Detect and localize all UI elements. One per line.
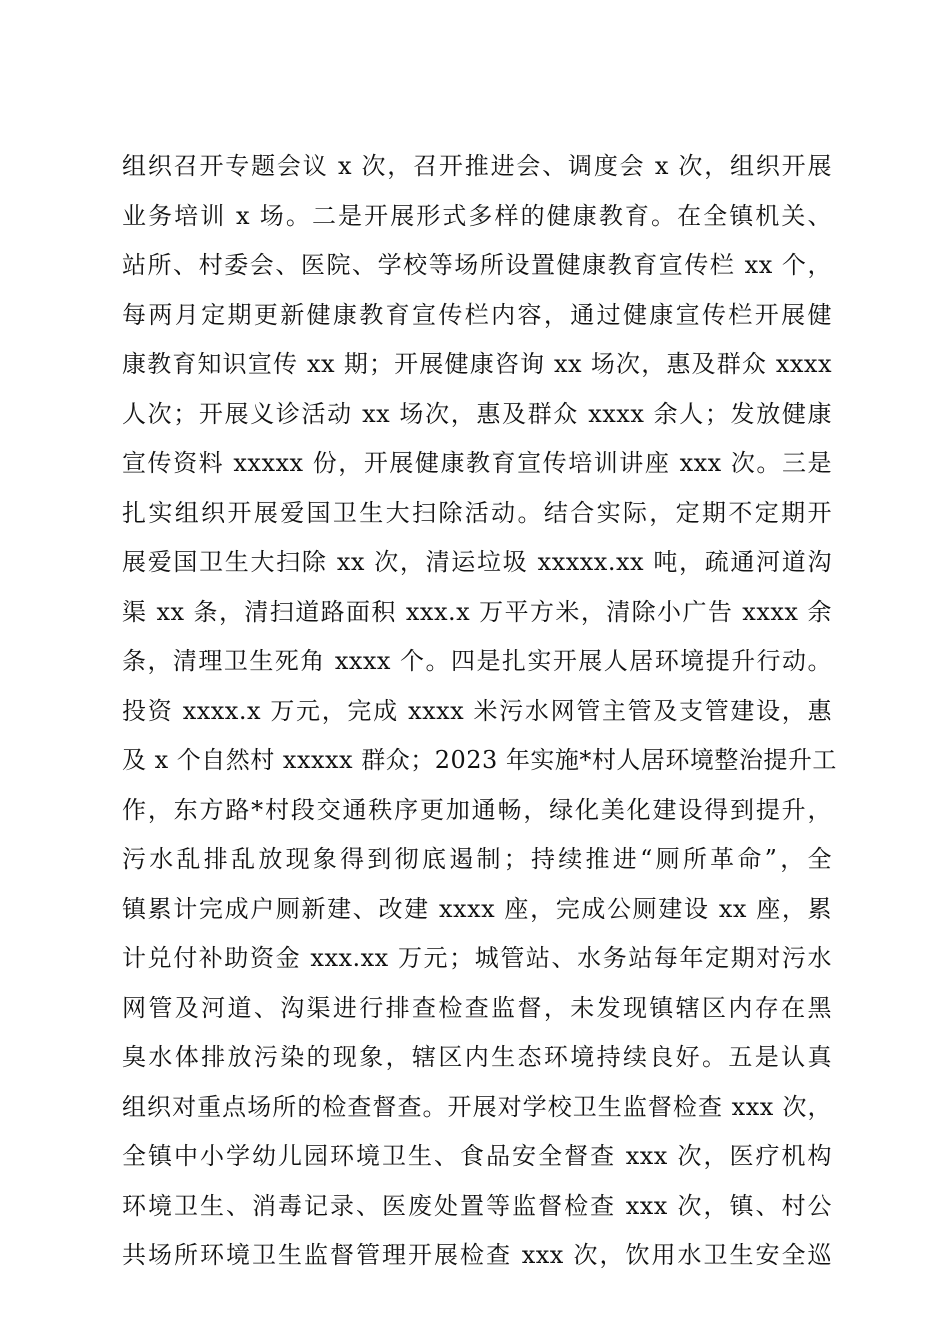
text-line: 计兑付补助资金 xxx.xx 万元；城管站、水务站每年定期对污水: [122, 944, 832, 972]
text-line: 作，东方路*村段交通秩序更加通畅，绿化美化建设得到提升，: [122, 795, 832, 824]
text-line: 每两月定期更新健康教育宣传栏内容，通过健康宣传栏开展健: [122, 300, 832, 329]
text-line: 镇累计完成户厕新建、改建 xxxx 座，完成公厕建设 xx 座，累: [122, 894, 832, 923]
text-line: 网管及河道、沟渠进行排查检查监督，未发现镇辖区内存在黑: [122, 993, 832, 1022]
text-line: 环境卫生、消毒记录、医废处置等监督检查 xxx 次，镇、村公: [122, 1191, 832, 1220]
text-line: 人次；开展义诊活动 xx 场次，惠及群众 xxxx 余人；发放健康: [122, 399, 832, 428]
text-line: 污水乱排乱放现象得到彻底遏制；持续推进“厕所革命”，全: [122, 845, 832, 873]
text-line: 投资 xxxx.x 万元，完成 xxxx 米污水网管主管及支管建设，惠: [122, 696, 832, 725]
text-line: 渠 xx 条，清扫道路面积 xxx.x 万平方米，清除小广告 xxxx 余: [122, 597, 832, 626]
text-line: 宣传资料 xxxxx 份，开展健康教育宣传培训讲座 xxx 次。三是: [122, 449, 832, 477]
text-line: 康教育知识宣传 xx 期；开展健康咨询 xx 场次，惠及群众 xxxx: [122, 350, 832, 378]
text-line: 臭水体排放污染的现象，辖区内生态环境持续良好。五是认真: [122, 1043, 832, 1071]
text-line: 全镇中小学幼儿园环境卫生、食品安全督查 xxx 次，医疗机构: [122, 1142, 832, 1170]
text-line: 组织召开专题会议 x 次，召开推进会、调度会 x 次，组织开展: [122, 152, 832, 180]
text-line: 业务培训 x 场。二是开展形式多样的健康教育。在全镇机关、: [122, 201, 832, 230]
text-line: 条，清理卫生死角 xxxx 个。四是扎实开展人居环境提升行动。: [122, 647, 832, 675]
text-line: 展爱国卫生大扫除 xx 次，清运垃圾 xxxxx.xx 吨，疏通河道沟: [122, 548, 832, 576]
text-line: 组织对重点场所的检查督查。开展对学校卫生监督检查 xxx 次，: [122, 1092, 832, 1121]
text-line: 及 x 个自然村 xxxxx 群众；2023 年实施*村人居环境整治提升工: [122, 746, 837, 774]
text-line: 扎实组织开展爱国卫生大扫除活动。结合实际，定期不定期开: [122, 498, 832, 527]
text-line: 站所、村委会、医院、学校等场所设置健康教育宣传栏 xx 个，: [122, 251, 832, 279]
text-line: 共场所环境卫生监督管理开展检查 xxx 次，饮用水卫生安全巡: [122, 1241, 832, 1269]
body-paragraph: [122, 142, 837, 1281]
